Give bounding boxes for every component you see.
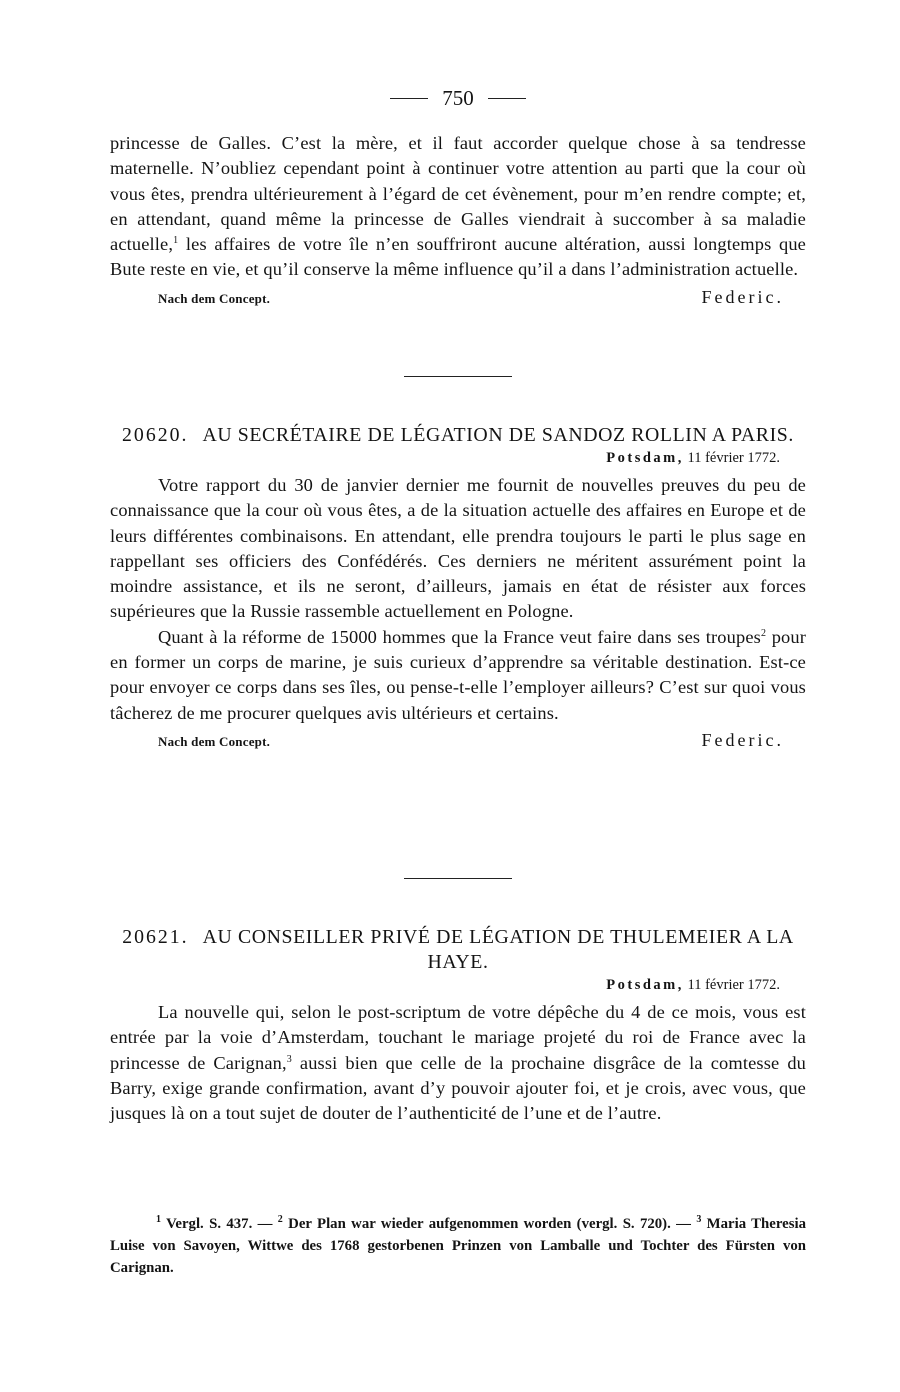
letter-paragraph: Votre rapport du 30 de janvier dernier me fournit de nouvelles preuves du peu de connaissance que la cour où vous êtes, a de la situation actuelle des affaires en Europe et de leurs différentes combinaisons. En attendant, elle prendra toujours le parti le plus sage en rappellant ses officiers des Confédérés. Ces derniers ne méritent assurément point la moindre assistance, et ils ne seront, d’ailleurs, jamais en état de résister aux forces supérieures que la Russie rassemble actuellement en Pologne. [110,475,806,622]
paragraph-text: Quant à la réforme de 15000 hommes que la France veut faire dans ses troupes [158,626,761,647]
footnote-ref-2: 2 [760,627,767,639]
header-dash-left [390,98,428,99]
paragraph-text: La nouvelle qui, selon le post-scriptum de votre dépêche du 4 de ce mois, vous est entrée par la voie d’Amsterdam, touchant le mariage projeté du roi de France avec la princesse de Carignan, [110,1002,806,1073]
continuation-paragraph [110,131,806,283]
footnotes [110,1213,806,1279]
header-dash-right [488,98,526,99]
footnote-mark: 3 [696,1214,702,1226]
source-note: Nach dem Concept. [158,733,271,749]
letter-title: AU CONSEILLER PRIVÉ DE LÉGATION DE THULEMEIER A LA HAYE. [202,926,794,973]
place-date [110,977,780,994]
footnote-1: Vergl. S. 437. — [161,1216,278,1232]
letter-sign-row [158,730,784,751]
separator-rule-2 [110,878,806,879]
letter-20620 [110,423,806,751]
date: 11 février 1772. [687,450,780,466]
source-note: Nach dem Concept. [158,290,271,306]
letter-20621 [110,925,806,1126]
footnote-2: Der Plan war wieder aufgenommen worden (vergl. S. 720). — [282,1216,697,1232]
separator-rule-1 [110,376,806,377]
letter-paragraph [110,625,806,726]
footnote-text [110,1213,806,1279]
date: 11 février 1772. [687,977,780,993]
continuation-section [110,131,806,308]
footnote-mark: 2 [277,1214,283,1226]
continuation-sign-row [158,287,784,308]
letter-number: 20621. [122,926,189,948]
footnote-ref-3: 3 [286,1053,292,1065]
continuation-text-after: les affaires de votre île n’en souffriront aucune altération, aussi longtemps que Bute reste en vie, et qu’il conserve la même influence qu’il a dans l’administration actuelle. [110,234,806,280]
letter-title: AU SECRÉTAIRE DE LÉGATION DE SANDOZ ROLLIN A PARIS. [202,424,794,446]
page-number: 750 [442,86,474,110]
letter-number: 20620. [122,424,189,446]
letter-paragraph [110,1000,806,1126]
paragraph-text: pour en former un corps de marine, je suis curieux d’apprendre sa véritable destination. Est-ce pour envoyer ce corps dans ses îles, ou pense-t-elle l’employer ailleurs? C’est sur quoi vous tâcherez de me procurer quelques avis ultérieurs et certains. [110,626,806,723]
place-date [110,450,780,467]
signature: Federic. [701,729,784,750]
letter-heading [110,423,806,448]
place: Potsdam, [606,450,684,466]
footnote-mark: 1 [156,1214,161,1226]
page-header [110,86,806,111]
place: Potsdam, [606,977,684,993]
signature: Federic. [701,286,784,307]
footnote-3: Maria Theresia Luise von Savoyen, Wittwe des 1768 gestorbenen Prinzen von Lamballe und Tochter des Fürsten von Carignan. [110,1216,806,1276]
paragraph-text: aussi bien que celle de la prochaine disgrâce de la comtesse du Barry, exige grande confirmation, avant d’y pouvoir ajouter foi, et je crois, avec vous, que jusques là on a tout sujet de douter de l’authenticité de l’une et de l’autre. [110,1052,807,1124]
footnote-ref-1: 1 [173,235,179,247]
continuation-text: princesse de Galles. C’est la mère, et il faut accorder quelque chose à sa tendresse maternelle. N’oubliez cependant point à continuer votre attention au parti que la cour où vous êtes, prendra ultérieurement à l’égard de cet évènement, pour m’en rendre compte; et, en attendant, quand même la princesse de Galles viendrait à succomber à sa maladie actuelle, [110,133,806,255]
letter-heading [110,925,806,975]
